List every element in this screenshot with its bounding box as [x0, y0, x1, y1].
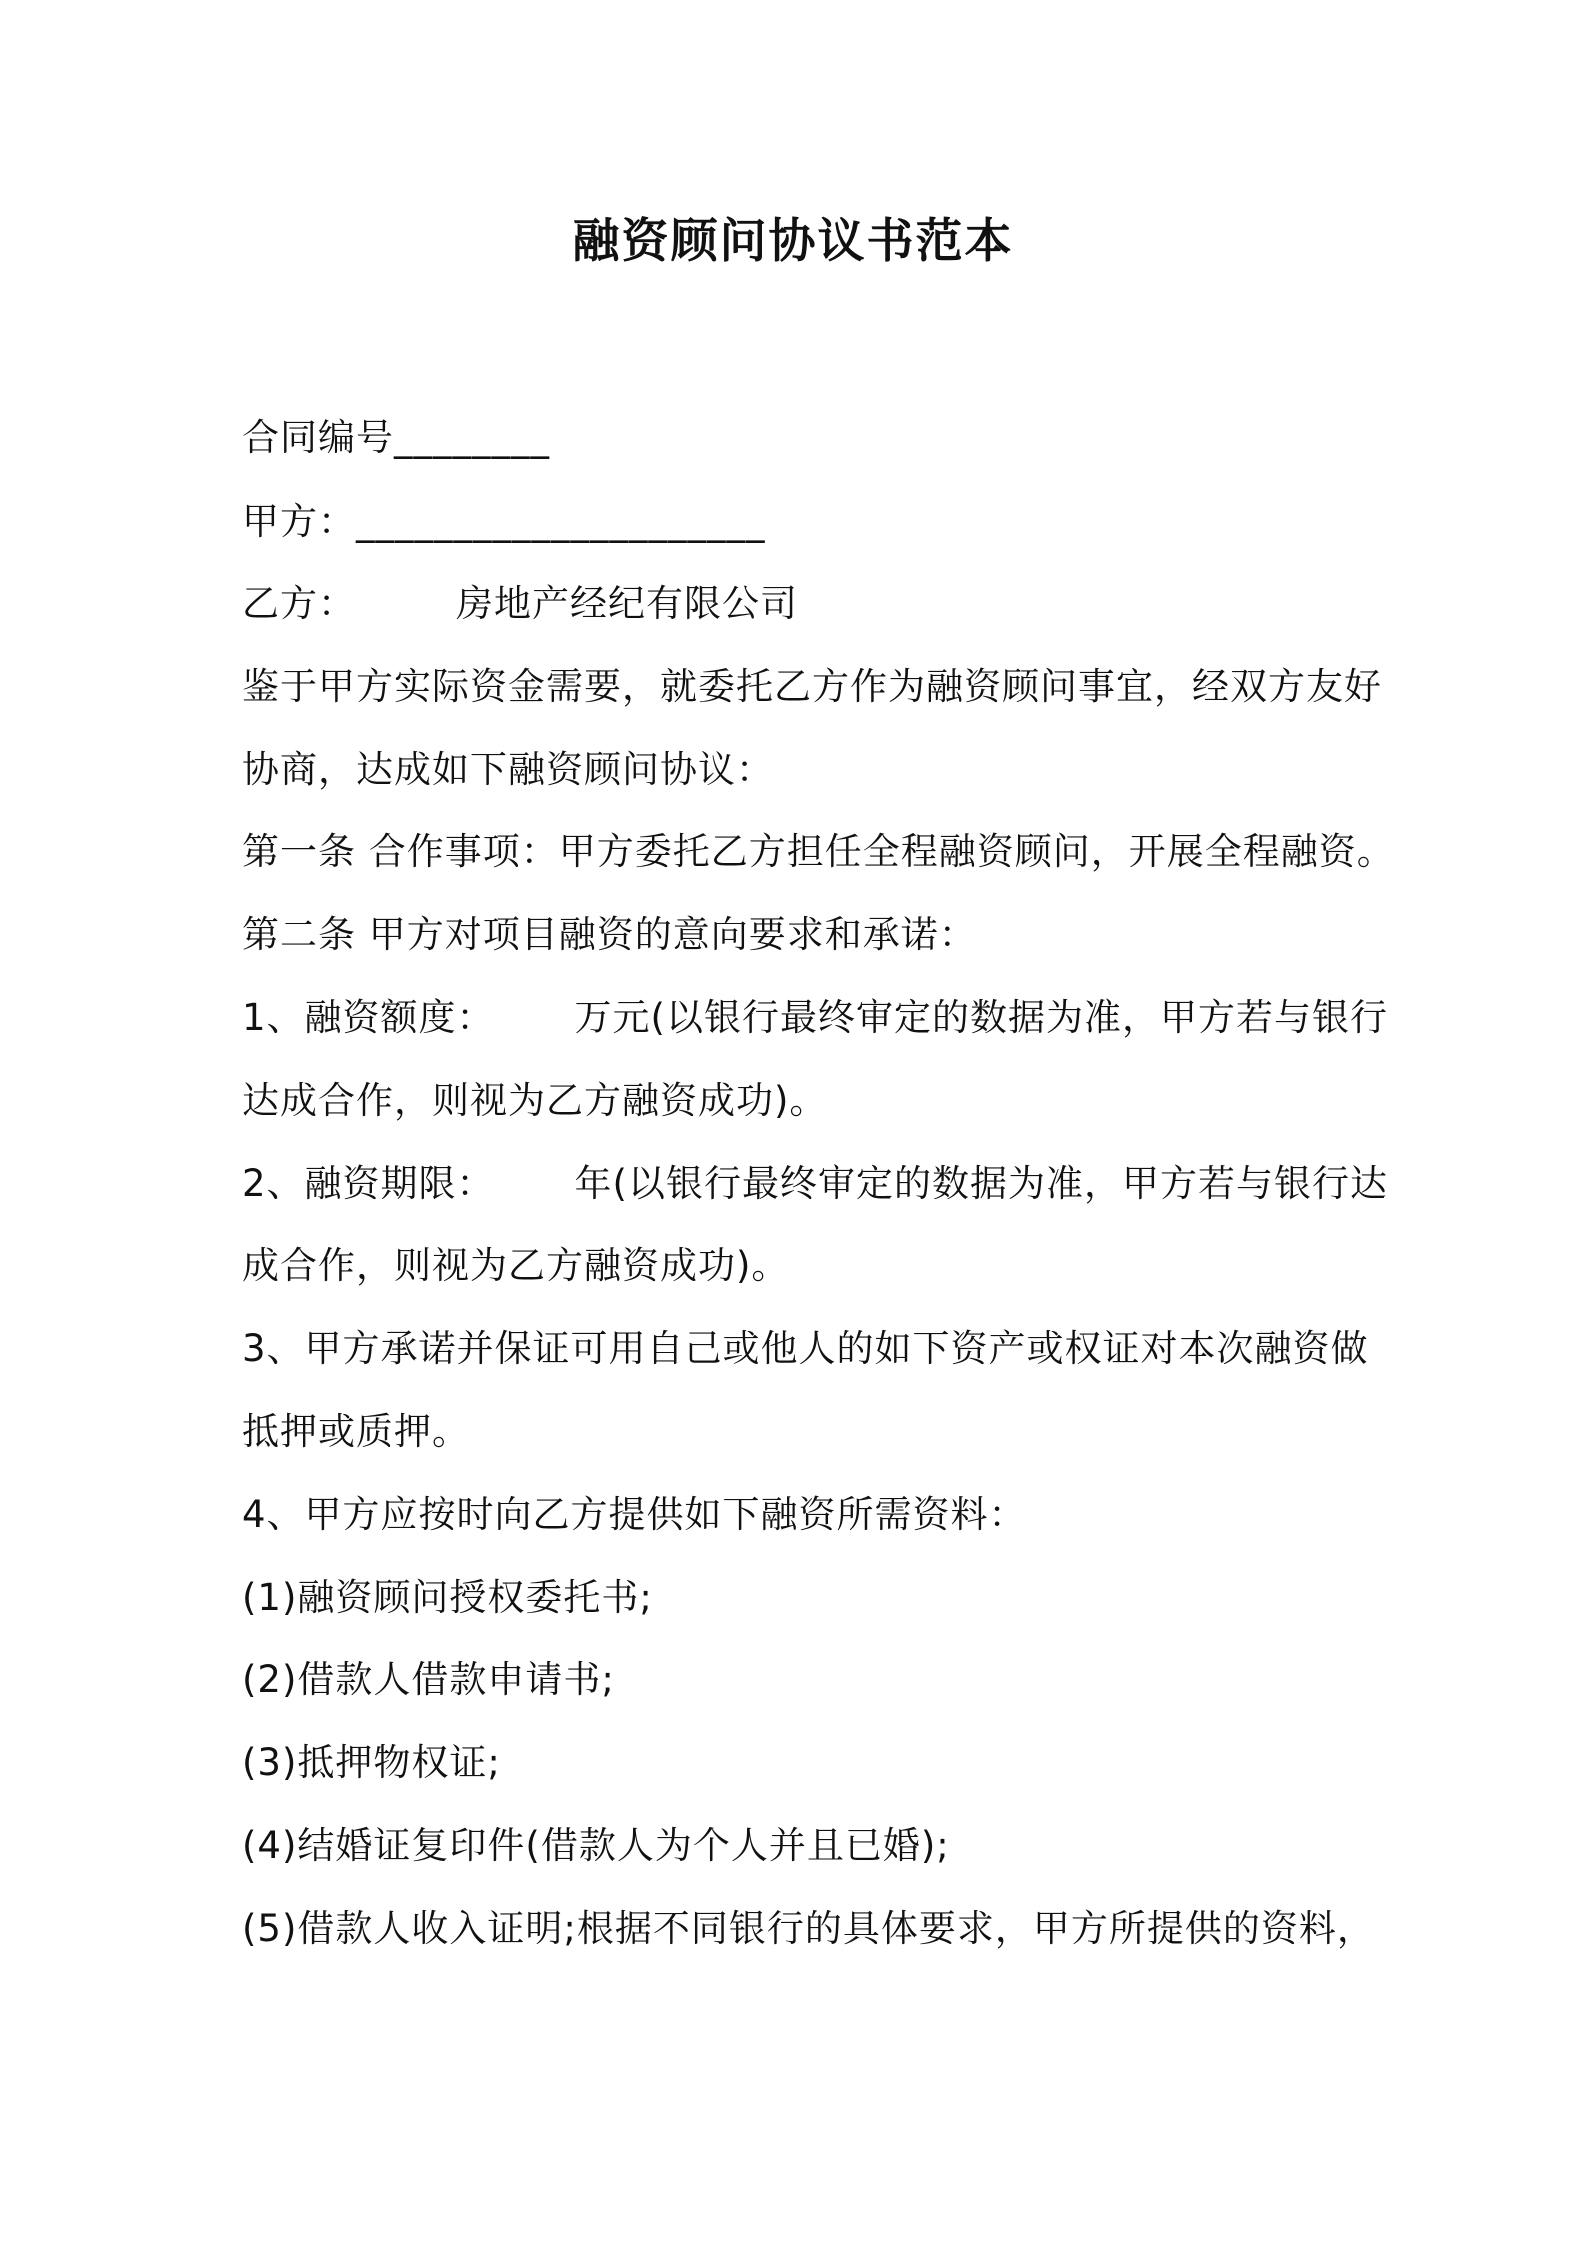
- sub-item-2: (2)借款人借款申请书;: [242, 1658, 615, 1701]
- sub-item-3: (3)抵押物权证;: [242, 1741, 501, 1784]
- item-4: 4、甲方应按时向乙方提供如下融资所需资料：: [242, 1493, 1027, 1536]
- party-a-line: 甲方：_____________________: [242, 500, 766, 543]
- intro-line-2: 协商，达成如下融资顾问协议：: [242, 748, 774, 791]
- article-1: 第一条 合作事项：甲方委托乙方担任全程融资顾问，开展全程融资。: [242, 830, 1395, 873]
- item-1-line-1: [242, 994, 1388, 1042]
- item-3-line-1: 3、甲方承诺并保证可用自己或他人的如下资产或权证对本次融资做: [242, 1327, 1369, 1370]
- contract-number-line: 合同编号________: [242, 416, 550, 459]
- article-2: 第二条 甲方对项目融资的意向要求和承诺：: [242, 913, 977, 956]
- item-2-line-2: 成合作，则视为乙方融资成功)。: [242, 1244, 790, 1287]
- sub-item-5: (5)借款人收入证明;根据不同银行的具体要求，甲方所提供的资料，: [242, 1907, 1375, 1950]
- item-1-line-2: 达成合作，则视为乙方融资成功)。: [242, 1079, 828, 1122]
- sub-item-1: (1)融资顾问授权委托书;: [242, 1576, 653, 1619]
- item-3-line-2: 抵押或质押。: [242, 1410, 470, 1453]
- sub-item-4: (4)结婚证复印件(借款人为个人并且已婚);: [242, 1824, 950, 1867]
- document-title: 融资顾问协议书范本: [572, 214, 1014, 269]
- item-1-label: 1、融资额度：: [242, 996, 495, 1039]
- party-b-name: 房地产经纪有限公司: [456, 582, 798, 625]
- item-2-line-1: [242, 1160, 1388, 1208]
- item-2-label: 2、融资期限：: [242, 1162, 495, 1205]
- party-b-line: [242, 580, 1362, 628]
- item-2-text: 年(以银行最终审定的数据为准，甲方若与银行达: [574, 1162, 1388, 1205]
- party-b-label: 乙方：: [242, 582, 356, 625]
- intro-line-1: 鉴于甲方实际资金需要，就委托乙方作为融资顾问事宜，经双方友好: [242, 665, 1382, 708]
- item-1-text: 万元(以银行最终审定的数据为准，甲方若与银行: [574, 996, 1388, 1039]
